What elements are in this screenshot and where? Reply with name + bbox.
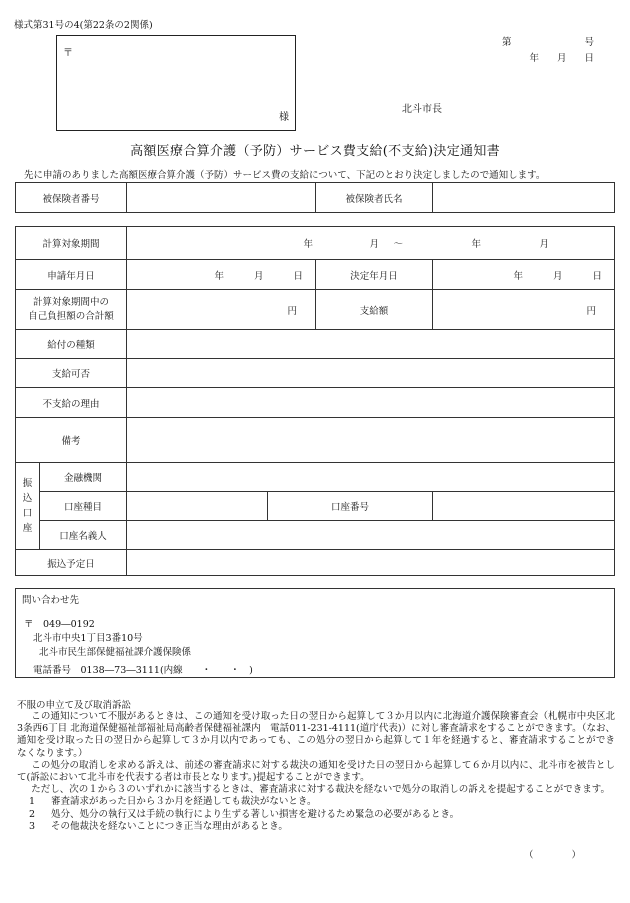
account-number-value[interactable] bbox=[433, 492, 615, 521]
contact-box bbox=[15, 588, 615, 678]
transfer-account-label bbox=[16, 463, 40, 550]
item-text: 処分、処分の執行又は手続の執行により生ずる著しい損害を避けるため緊急の必要があるとき。 bbox=[51, 808, 460, 820]
insured-number-label: 被保険者番号 bbox=[16, 183, 127, 213]
remarks-label: 備考 bbox=[16, 418, 127, 463]
copay-label-line2: 自己負担額の合計額 bbox=[28, 310, 114, 322]
appeal-item bbox=[17, 796, 615, 808]
copay-total-value[interactable] bbox=[127, 290, 316, 330]
decision-date-value[interactable] bbox=[433, 260, 615, 290]
application-date-label: 申請年月日 bbox=[16, 260, 127, 290]
intro-text: 先に申請のありました高額医療合算介護（予防）サービス費の支給について、下記のとおり決定しましたので通知します。 bbox=[24, 170, 546, 181]
details-table bbox=[15, 226, 615, 576]
bank-label: 金融機関 bbox=[40, 463, 127, 492]
appeal-paragraph-2: この処分の取消しを求める訴えは、前述の審査請求に対する裁決の通知を受けた日の翌日から起算して６か月以内に、北斗市を被告として(訴訟において北斗市を代表する者は市長となります。)提起することができます。 bbox=[17, 759, 615, 784]
item-number: 2 bbox=[29, 808, 36, 820]
dec-month: 月 bbox=[552, 270, 563, 282]
account-type-value[interactable] bbox=[127, 492, 268, 521]
doc-gou: 号 bbox=[584, 37, 594, 48]
contact-heading: 問い合わせ先 bbox=[22, 595, 80, 606]
transfer-date-label: 振込予定日 bbox=[16, 550, 127, 576]
eligibility-value[interactable] bbox=[127, 359, 615, 388]
dec-year: 年 bbox=[513, 270, 523, 282]
benefit-type-label: 給付の種類 bbox=[16, 330, 127, 359]
app-day: 日 bbox=[293, 270, 304, 282]
doc-year: 年 bbox=[529, 53, 539, 64]
application-date-value[interactable] bbox=[127, 260, 316, 290]
insured-name-label: 被保険者氏名 bbox=[316, 183, 433, 213]
item-text: 審査請求があった日から３か月を経過しても裁決がないとき。 bbox=[51, 796, 317, 808]
document-number bbox=[502, 35, 594, 67]
transfer-date-value[interactable] bbox=[127, 550, 615, 576]
period-tilde: ～ bbox=[393, 239, 404, 250]
transfer-char-4: 座 bbox=[22, 523, 33, 534]
reason-value[interactable] bbox=[127, 388, 615, 418]
contact-phone: 電話番号 0138―73―3111(内線 ・ ・ ) bbox=[33, 665, 253, 676]
doc-dai: 第 bbox=[502, 37, 512, 48]
bank-value[interactable] bbox=[127, 463, 615, 492]
item-text: その他裁決を経ないことにつき正当な理由があるとき。 bbox=[51, 820, 288, 832]
dec-day: 日 bbox=[592, 270, 602, 282]
decision-date-label: 決定年月日 bbox=[316, 260, 433, 290]
doc-month: 月 bbox=[556, 53, 567, 64]
period-year: 年 bbox=[303, 239, 314, 250]
item-number: 3 bbox=[29, 820, 36, 832]
zip-mark: 〒 bbox=[63, 48, 73, 59]
copay-label-line1: 計算対象期間中の bbox=[33, 296, 110, 308]
item-number: 1 bbox=[29, 796, 36, 808]
account-holder-value[interactable] bbox=[127, 521, 615, 550]
period-month2: 月 bbox=[539, 239, 550, 250]
account-number-label: 口座番号 bbox=[268, 492, 433, 521]
contact-department: 北斗市民生部保健福祉課介護保険係 bbox=[39, 647, 192, 658]
appeal-heading: 不服の申立て及び取消訴訟 bbox=[17, 700, 132, 711]
remarks-value[interactable] bbox=[127, 418, 615, 463]
reason-label: 不支給の理由 bbox=[16, 388, 127, 418]
footer-parenthesis: （ ） bbox=[524, 850, 582, 861]
payment-amount-label: 支給額 bbox=[316, 290, 433, 330]
address-box bbox=[56, 35, 296, 131]
appeal-item bbox=[17, 821, 615, 833]
issuer: 北斗市長 bbox=[402, 104, 442, 115]
copay-total-label bbox=[16, 290, 127, 330]
form-id: 様式第31号の4(第22条の2関係) bbox=[14, 20, 153, 31]
insured-table bbox=[15, 182, 615, 213]
account-type-label: 口座種目 bbox=[40, 492, 127, 521]
app-year: 年 bbox=[214, 270, 224, 282]
appeal-paragraph-1: この通知について不服があるときは、この通知を受け取った日の翌日から起算して３か月以内に北海道介護保険審査会（札幌市中央区北3条西6丁目 北海道保健福祉部福祉局高齢者保健福祉課内 電話011-231-4111(道庁代表)）に対し審査請求をすることができます。（なお、通知を受け取った日の翌日から起算して３か月以内であっても、この処分の翌日から起算して１年を経過すると、審査請求することができなくなります。） bbox=[17, 711, 615, 759]
insured-number-value[interactable] bbox=[127, 183, 316, 213]
payment-yen: 円 bbox=[586, 305, 596, 317]
period-value[interactable] bbox=[127, 227, 615, 260]
appeal-section bbox=[17, 711, 615, 833]
payment-amount-value[interactable] bbox=[433, 290, 615, 330]
copay-yen: 円 bbox=[287, 305, 298, 317]
period-month: 月 bbox=[369, 239, 380, 250]
insured-name-value[interactable] bbox=[433, 183, 615, 213]
transfer-char-1: 振 bbox=[22, 478, 33, 489]
appeal-paragraph-3: ただし、次の１から３のいずれかに該当するときは、審査請求に対する裁決を経ないで処分の取消しの訴えを提起することができます。 bbox=[31, 784, 610, 796]
doc-day: 日 bbox=[584, 53, 594, 64]
eligibility-label: 支給可否 bbox=[16, 359, 127, 388]
honorific: 様 bbox=[279, 112, 289, 123]
transfer-char-2: 込 bbox=[22, 493, 33, 504]
transfer-char-3: 口 bbox=[22, 508, 33, 519]
app-month: 月 bbox=[253, 270, 264, 282]
account-holder-label: 口座名義人 bbox=[40, 521, 127, 550]
appeal-item bbox=[17, 809, 615, 821]
period-year2: 年 bbox=[471, 239, 482, 250]
benefit-type-value[interactable] bbox=[127, 330, 615, 359]
period-label: 計算対象期間 bbox=[16, 227, 127, 260]
contact-zip: 〒 049―0192 bbox=[24, 619, 95, 630]
contact-address: 北斗市中央1丁目3番10号 bbox=[33, 633, 143, 644]
page-title: 高額医療合算介護（予防）サービス費支給(不支給)決定通知書 bbox=[130, 144, 500, 159]
